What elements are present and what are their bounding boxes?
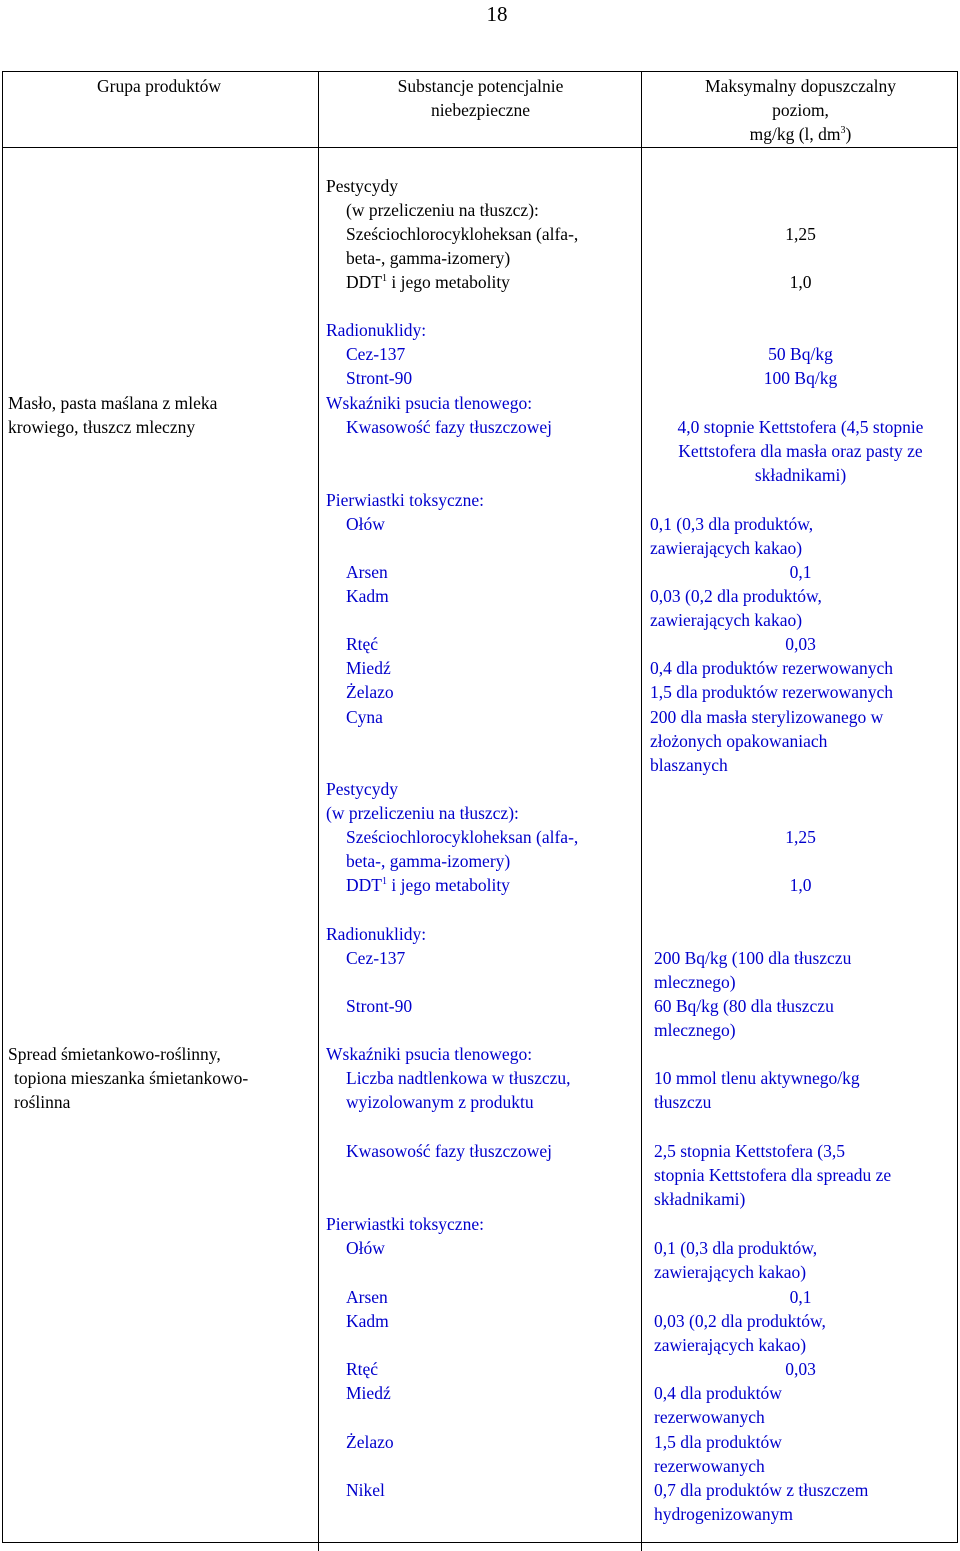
acidity-value-3-line2: stopnia Kettstofera dla spreadu ze — [654, 1165, 892, 1185]
strontium-label-3: Stront-90 — [346, 996, 413, 1016]
oxidation-heading: Wskaźniki psucia tlenowego: — [326, 393, 533, 413]
cesium-value-3-line2: mlecznego) — [654, 972, 736, 992]
hch-line2: beta-, gamma-izomery) — [346, 248, 511, 268]
tin-value-line3: blaszanych — [650, 755, 728, 775]
group-butter-line1: Masło, pasta maślana z mleka — [8, 393, 218, 413]
hch-line1: Sześciochlorocykloheksan (alfa-, — [346, 224, 579, 244]
cadmium-value-3-line2: zawierających kakao) — [654, 1335, 807, 1355]
strontium-label: Stront-90 — [346, 368, 413, 388]
copper-value-3-line2: rezerwowanych — [654, 1407, 765, 1427]
copper-label-3: Miedź — [346, 1383, 391, 1403]
arsenic-value: 0,1 — [789, 562, 812, 582]
ddt-label: DDT$^1$ i jego metabolity — [346, 272, 510, 292]
cadmium-value-line1: 0,03 (0,2 dla produktów, — [650, 586, 822, 606]
oxidation-heading-3: Wskaźniki psucia tlenowego: — [326, 1044, 533, 1064]
cadmium-label-3: Kadm — [346, 1311, 389, 1331]
tin-value-line2: złożonych opakowaniach — [650, 731, 828, 751]
peroxide-label-line2: wyizolowanym z produktu — [346, 1092, 534, 1112]
group-spread-line3: roślinna — [14, 1092, 71, 1112]
column-divider-2 — [641, 71, 642, 1551]
acidity-value-line2: Kettstofera dla masła oraz pasty ze — [678, 441, 923, 461]
cadmium-label: Kadm — [346, 586, 389, 606]
tin-label: Cyna — [346, 707, 383, 727]
iron-value-3-line2: rezerwowanych — [654, 1456, 765, 1476]
hch-line2-2: beta-, gamma-izomery) — [346, 851, 511, 871]
column-divider-1 — [318, 71, 319, 1551]
copper-value: 0,4 dla produktów rezerwowanych — [650, 658, 893, 678]
group-spread-line2: topiona mieszanka śmietankowo- — [14, 1068, 249, 1088]
mercury-value: 0,03 — [785, 634, 816, 654]
strontium-value: 100 Bq/kg — [763, 368, 838, 388]
lead-value-3-line1: 0,1 (0,3 dla produktów, — [654, 1238, 818, 1258]
nickel-label-3: Nikel — [346, 1480, 385, 1500]
lead-label: Ołów — [346, 514, 385, 534]
cesium-value: 50 Bq/kg — [768, 344, 833, 364]
toxic-elements-heading-3: Pierwiastki toksyczne: — [326, 1214, 484, 1234]
radionuclides-heading-3: Radionuklidy: — [326, 924, 427, 944]
cesium-label: Cez-137 — [346, 344, 406, 364]
group-spread-line1: Spread śmietankowo-roślinny, — [8, 1044, 221, 1064]
iron-value-3-line1: 1,5 dla produktów — [654, 1432, 782, 1452]
pesticides-note: (w przeliczeniu na tłuszcz): — [346, 200, 539, 220]
pesticides-heading-2: Pestycydy — [326, 779, 398, 799]
iron-label: Żelazo — [346, 682, 394, 702]
copper-value-3-line1: 0,4 dla produktów — [654, 1383, 782, 1403]
cesium-value-3-line1: 200 Bq/kg (100 dla tłuszczu — [654, 948, 852, 968]
mercury-label: Rtęć — [346, 634, 379, 654]
ddt-value-2: 1,0 — [789, 875, 812, 895]
cesium-label-3: Cez-137 — [346, 948, 406, 968]
acidity-value-line3: składnikami) — [754, 465, 847, 485]
cadmium-value-line2: zawierających kakao) — [650, 610, 803, 630]
iron-value: 1,5 dla produktów rezerwowanych — [650, 682, 893, 702]
header-max-level-line1: Maksymalny dopuszczalny — [705, 76, 896, 96]
hch-line1-2: Sześciochlorocykloheksan (alfa-, — [346, 827, 579, 847]
lead-value-3-line2: zawierających kakao) — [654, 1262, 807, 1282]
lead-label-3: Ołów — [346, 1238, 385, 1258]
acidity-value-3-line1: 2,5 stopnia Kettstofera (3,5 — [654, 1141, 845, 1161]
acidity-label: Kwasowość fazy tłuszczowej — [346, 417, 553, 437]
lead-value-line1: 0,1 (0,3 dla produktów, — [650, 514, 814, 534]
header-max-level-line3: mg/kg (l, $dm^3$) — [749, 124, 852, 144]
arsenic-label-3: Arsen — [346, 1287, 388, 1307]
header-substances-line1: Substancje potencjalnie — [397, 76, 564, 96]
hch-value-2: 1,25 — [785, 827, 816, 847]
pesticides-heading: Pestycydy — [326, 176, 398, 196]
strontium-value-3-line2: mlecznego) — [654, 1020, 736, 1040]
nickel-value-3-line1: 0,7 dla produktów z tłuszczem — [654, 1480, 869, 1500]
peroxide-label-line1: Liczba nadtlenkowa w tłuszczu, — [346, 1068, 571, 1088]
acidity-label-3: Kwasowość fazy tłuszczowej — [346, 1141, 553, 1161]
ddt-value: 1,0 — [789, 272, 812, 292]
arsenic-value-3: 0,1 — [789, 1287, 812, 1307]
header-product-group: Grupa produktów — [97, 76, 221, 96]
peroxide-value-line1: 10 mmol tlenu aktywnego/kg — [654, 1068, 860, 1088]
radionuclides-heading: Radionuklidy: — [326, 320, 427, 340]
hch-value: 1,25 — [785, 224, 816, 244]
mercury-value-3: 0,03 — [785, 1359, 816, 1379]
header-divider — [2, 147, 958, 148]
peroxide-value-line2: tłuszczu — [654, 1092, 712, 1112]
lead-value-line2: zawierających kakao) — [650, 538, 803, 558]
tin-value-line1: 200 dla masła sterylizowanego w — [650, 707, 884, 727]
copper-label: Miedź — [346, 658, 391, 678]
strontium-value-3-line1: 60 Bq/kg (80 dla tłuszczu — [654, 996, 834, 1016]
ddt-label-2: DDT$^1$ i jego metabolity — [346, 875, 510, 895]
nickel-value-3-line2: hydrogenizowanym — [654, 1504, 793, 1524]
acidity-value-line1: 4,0 stopnie Kettstofera (4,5 stopnie — [677, 417, 924, 437]
pesticides-note-2: (w przeliczeniu na tłuszcz): — [326, 803, 519, 823]
toxic-elements-heading: Pierwiastki toksyczne: — [326, 490, 484, 510]
acidity-value-3-line3: składnikami) — [654, 1189, 746, 1209]
header-substances-line2: niebezpieczne — [430, 100, 531, 120]
arsenic-label: Arsen — [346, 562, 388, 582]
mercury-label-3: Rtęć — [346, 1359, 379, 1379]
page-number: 18 — [486, 2, 508, 26]
header-max-level-line2: poziom, — [772, 100, 829, 120]
cadmium-value-3-line1: 0,03 (0,2 dla produktów, — [654, 1311, 826, 1331]
group-butter-line2: krowiego, tłuszcz mleczny — [8, 417, 196, 437]
iron-label-3: Żelazo — [346, 1432, 394, 1452]
